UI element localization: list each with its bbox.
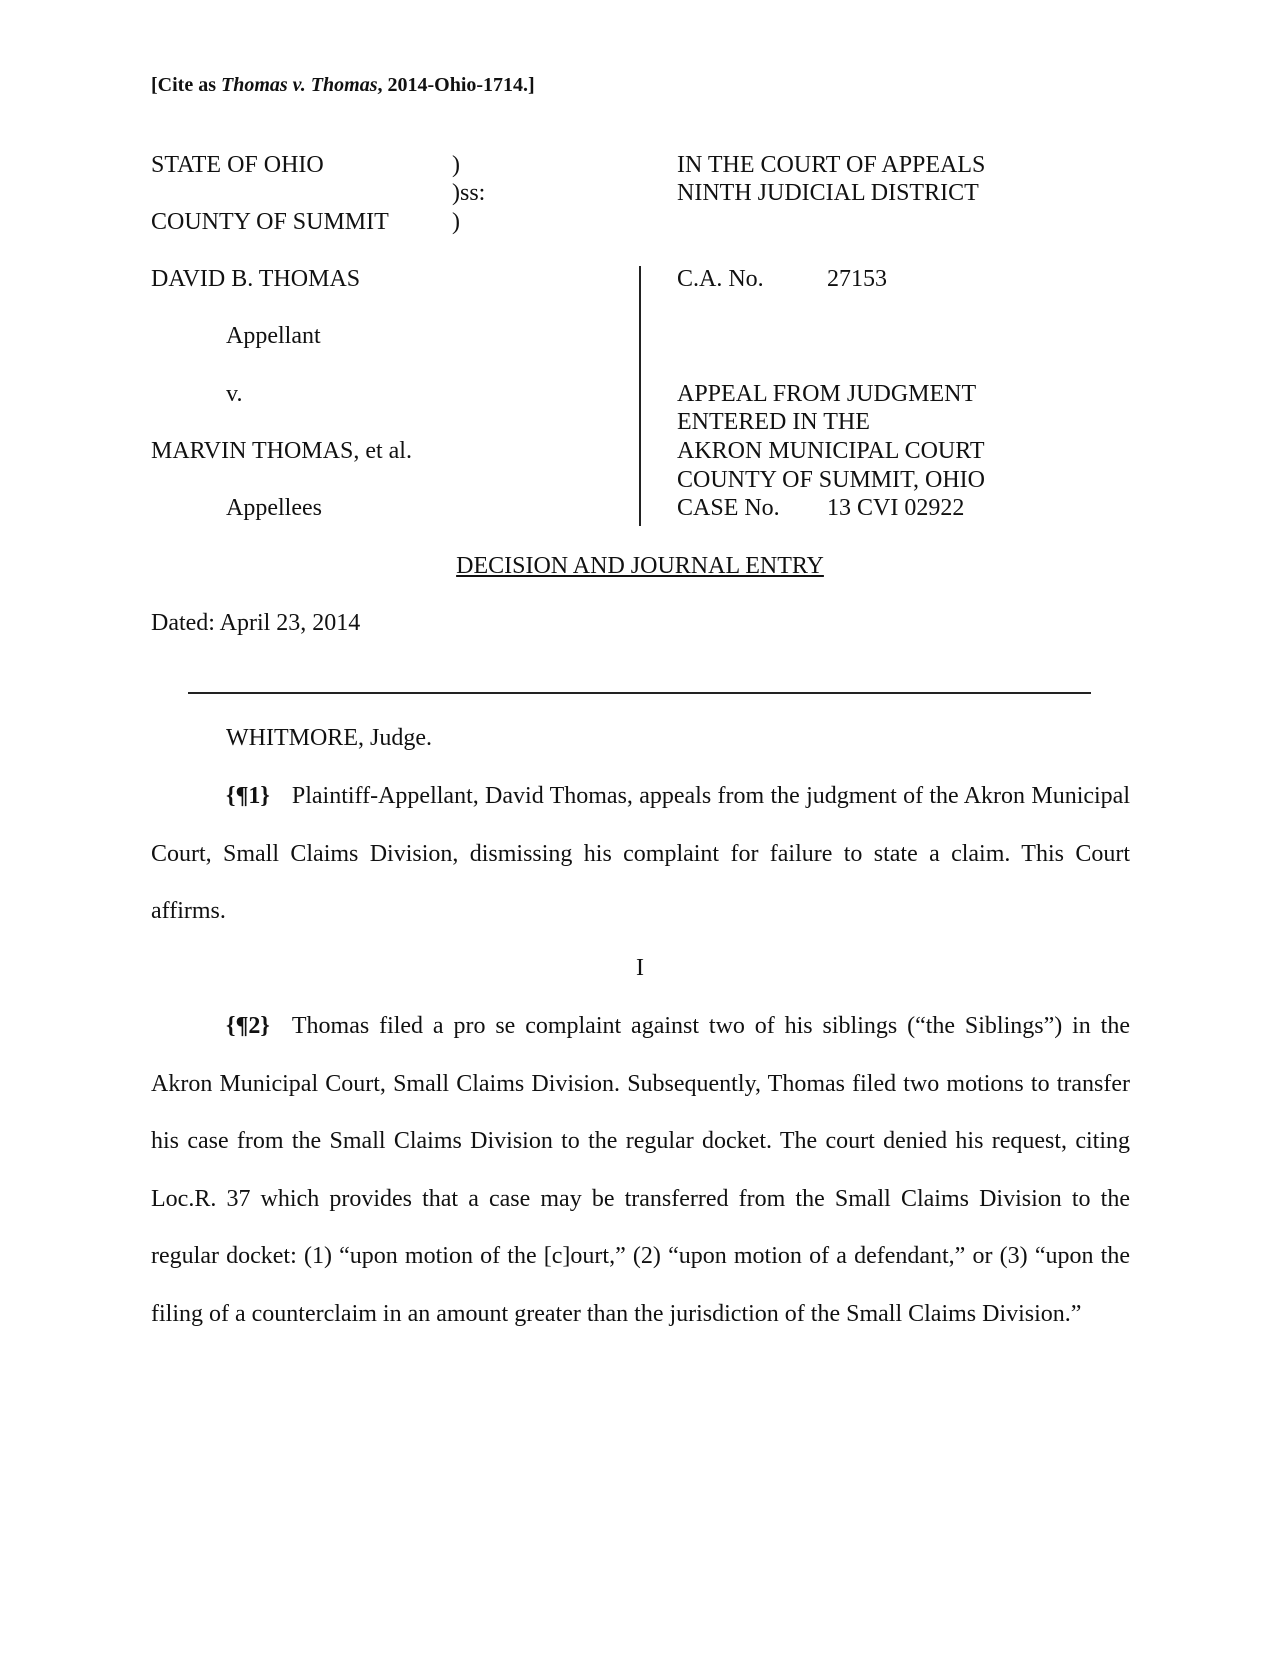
versus: v. [226,381,243,407]
appellant-role: Appellant [226,323,321,349]
judge-line: WHITMORE, Judge. [226,725,432,751]
ca-label: C.A. No. [677,266,764,292]
separator-line [188,692,1091,694]
appeal-line4: COUNTY OF SUMMIT, OHIO [677,467,986,493]
appeal-line1: APPEAL FROM JUDGMENT [677,381,977,407]
caption-state: STATE OF OHIO [151,152,324,178]
citation-case-name: Thomas v. Thomas [220,74,378,96]
caption-ss: )ss: [452,180,486,206]
caption-county: COUNTY OF SUMMIT [151,209,389,235]
appellant-name: DAVID B. THOMAS [151,266,361,292]
appeal-line3: AKRON MUNICIPAL COURT [677,438,985,464]
citation-prefix: [Cite as [151,74,221,96]
paragraph-text: Thomas filed a pro se complaint against two of his siblings (“the Siblings”) in the Akron Municipal Court, Small Claims Division. Subsequently, Thomas filed two motions to transfer his case from the Small Claims Division to the regular docket. The court denied his request, citing Loc.R. 37 which provides that a case may be transferred from the Small Claims Division to the regular docket: (1) “upon motion of the [c]ourt,” (2) “upon motion of a defendant,” or (3) “upon the filing of a counterclaim in an amount greater than the jurisdiction of the Small Claims Division.” [151,1013,1130,1327]
ca-number: 27153 [827,266,887,292]
case-label: CASE No. [677,495,780,521]
paragraph-1 [151,768,1130,941]
paragraph-number: {¶1} [226,783,270,809]
paragraph-text: Plaintiff-Appellant, David Thomas, appeals from the judgment of the Akron Municipal Court, Small Claims Division, dismissing his complaint for failure to state a claim. This Court affirms. [151,783,1130,924]
case-number: 13 CVI 02922 [827,495,965,521]
dated: Dated: April 23, 2014 [151,610,361,636]
caption-paren-top: ) [452,152,460,178]
paragraph-2 [151,998,1130,1343]
citation-suffix: , 2014-Ohio-1714.] [377,74,535,96]
court-name-line1: IN THE COURT OF APPEALS [677,152,986,178]
citation [151,74,535,97]
court-name-line2: NINTH JUDICIAL DISTRICT [677,180,979,206]
document-title: DECISION AND JOURNAL ENTRY [456,553,824,579]
paragraph-number: {¶2} [226,1013,270,1039]
caption-paren-bottom: ) [452,209,460,235]
caption-divider [639,266,641,526]
section-heading: I [636,955,644,981]
appellee-role: Appellees [226,495,322,521]
appellee-name: MARVIN THOMAS, et al. [151,438,412,464]
appeal-line2: ENTERED IN THE [677,409,870,435]
